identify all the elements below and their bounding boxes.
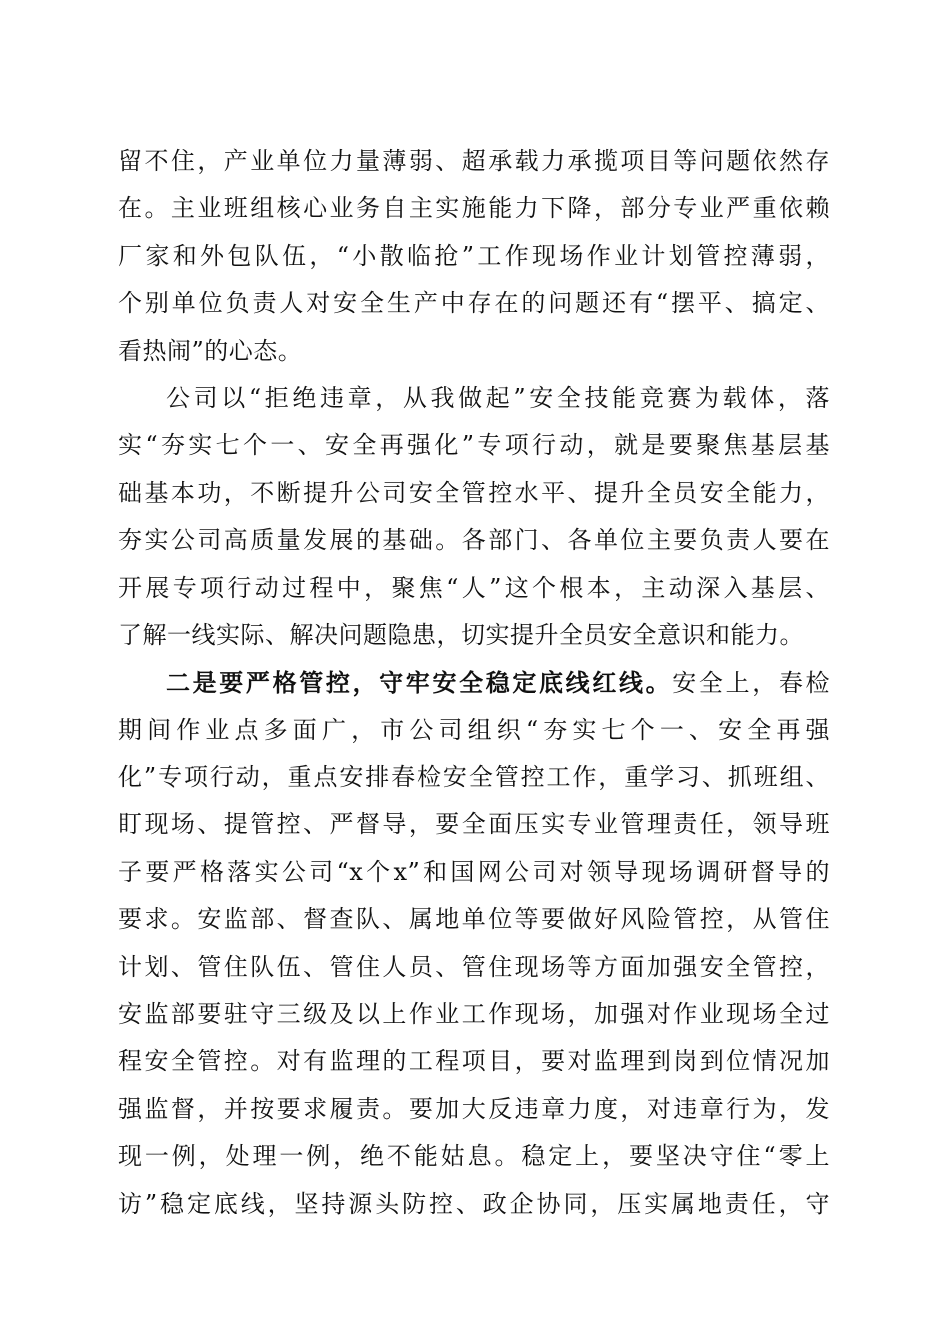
text-line: 实“夯实七个一、安全再强化”专项行动，就是要聚焦基层基 xyxy=(118,431,830,460)
text-line: 盯现场、提管控、严督导，要全面压实专业管理责任，领导班 xyxy=(118,810,830,839)
text-line: 留不住，产业单位力量薄弱、超承载力承揽项目等问题依然存 xyxy=(118,147,830,175)
text-line: 厂家和外包队伍，“小散临抢”工作现场作业计划管控薄弱， xyxy=(118,241,830,270)
text-line: 了解一线实际、解决问题隐患，切实提升全员安全意识和能力。 xyxy=(118,620,804,649)
text-line: 计划、管住队伍、管住人员、管住现场等方面加强安全管控， xyxy=(118,952,830,981)
text-line: 夯实公司高质量发展的基础。各部门、各单位主要负责人要在 xyxy=(118,526,830,555)
text-line: 子要严格落实公司“x个x”和国网公司对领导现场调研督导的 xyxy=(118,857,830,886)
text-line: 现一例，处理一例，绝不能姑息。稳定上，要坚决守住“零上 xyxy=(118,1142,830,1171)
text-line: 访”稳定底线，坚持源头防控、政企协同，压实属地责任，守 xyxy=(118,1189,830,1218)
text-line: 化”专项行动，重点安排春检安全管控工作，重学习、抓班组、 xyxy=(118,763,830,792)
text-line: 开展专项行动过程中，聚焦“人”这个根本，主动深入基层、 xyxy=(118,573,830,602)
bold-heading: 二是要严格管控，守牢安全稳定底线红线。 xyxy=(166,668,673,698)
text-line: 期间作业点多面广，市公司组织“夯实七个一、安全再强 xyxy=(118,715,830,744)
text-line: 程安全管控。对有监理的工程项目，要对监理到岗到位情况加 xyxy=(118,1047,830,1076)
text-line: 看热闹”的心态。 xyxy=(118,336,303,365)
text-line: 在。主业班组核心业务自主实施能力下降，部分专业严重依赖 xyxy=(118,194,830,223)
document-body xyxy=(118,138,830,1228)
text-line: 个别单位负责人对安全生产中存在的问题还有“摆平、搞定、 xyxy=(118,289,830,318)
text-line: 要求。安监部、督查队、属地单位等要做好风险管控，从管住 xyxy=(118,905,830,934)
text-line: 强监督，并按要求履责。要加大反违章力度，对违章行为，发 xyxy=(118,1094,830,1123)
paragraph-3 xyxy=(118,659,830,1228)
text-line xyxy=(118,659,830,706)
paragraph-2 xyxy=(118,375,830,659)
text-line: 公司以“拒绝违章，从我做起”安全技能竞赛为载体，落 xyxy=(166,383,830,412)
text-run: 安全上，春检 xyxy=(672,669,831,698)
text-line: 安监部要驻守三级及以上作业工作现场，加强对作业现场全过 xyxy=(118,1000,830,1029)
paragraph-1 xyxy=(118,138,830,375)
text-line: 础基本功，不断提升公司安全管控水平、提升全员安全能力， xyxy=(118,478,830,507)
